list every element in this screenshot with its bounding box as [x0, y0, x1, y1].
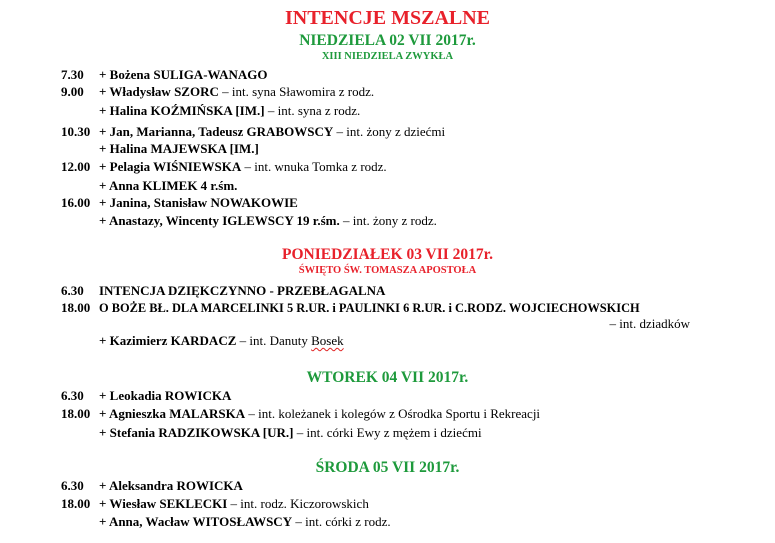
intention-note: – int. córki z rodz.: [292, 514, 391, 529]
mass-row: [99, 213, 437, 229]
mass-row: [99, 178, 237, 194]
mass-row: [99, 425, 482, 441]
mass-row: [61, 84, 374, 100]
day-subheading-monday: ŚWIĘTO ŚW. TOMASZA APOSTOŁA: [298, 265, 477, 276]
intention-name: + Władysław SZORC: [99, 84, 219, 99]
intention-note: – int. rodz. Kiczorowskich: [227, 496, 369, 511]
mass-row: [61, 195, 298, 211]
intention-note: – int. wnuka Tomka z rodz.: [241, 159, 387, 174]
intention-name: INTENCJA DZIĘKCZYNNO - PRZEBŁAGALNA: [99, 283, 386, 298]
mass-row: [61, 67, 267, 83]
mass-time: 7.30: [61, 67, 84, 82]
mass-row: [61, 478, 243, 494]
intention-name: + Wiesław SEKLECKI: [99, 496, 228, 511]
mass-time: 18.00: [61, 406, 91, 421]
intention-name: + Halina MAJEWSKA [IM.]: [99, 141, 259, 156]
mass-row: [61, 283, 385, 299]
intention-note: – int. córki Ewy z mężem i dziećmi: [293, 425, 482, 440]
mass-row: [61, 496, 369, 512]
mass-row: [99, 103, 360, 119]
intention-name: + Halina KOŹMIŃSKA [IM.]: [99, 103, 265, 118]
mass-row: [61, 300, 640, 316]
intention-note: – int. dziadków: [609, 316, 690, 331]
intention-name: + Pelagia WIŚNIEWSKA: [99, 159, 242, 174]
day-heading-monday: PONIEDZIAŁEK 03 VII 2017r.: [281, 246, 493, 263]
intention-name: + Anastazy, Wincenty IGLEWSCY 19 r.śm.: [99, 213, 340, 228]
page-title: INTENCJE MSZALNE: [284, 7, 491, 29]
mass-row: [61, 388, 231, 404]
mass-row: [99, 514, 391, 530]
intention-name: + Aleksandra ROWICKA: [99, 478, 243, 493]
intention-name: + Jan, Marianna, Tadeusz GRABOWSCY: [99, 124, 334, 139]
mass-row: [61, 124, 445, 140]
mass-time: 10.30: [61, 124, 91, 139]
mass-row: [61, 406, 540, 422]
mass-time: 9.00: [61, 84, 84, 99]
intention-name: + Anna, Wacław WITOSŁAWSCY: [99, 514, 293, 529]
intention-name: + Stefania RADZIKOWSKA [UR.]: [99, 425, 294, 440]
intention-note: – int. syna z rodz.: [264, 103, 361, 118]
mass-row: [609, 316, 690, 332]
mass-time: 6.30: [61, 478, 84, 493]
day-heading-tuesday: WTOREK 04 VII 2017r.: [306, 369, 469, 386]
mass-time: 6.30: [61, 283, 84, 298]
intention-note: – int. żony z dziećmi: [333, 124, 446, 139]
intention-note: Bosek: [311, 333, 344, 348]
mass-time: 12.00: [61, 159, 91, 174]
intention-name: + Kazimierz KARDACZ: [99, 333, 237, 348]
intention-name: + Anna KLIMEK 4 r.śm.: [99, 178, 238, 193]
mass-time: 16.00: [61, 195, 91, 210]
mass-row: [99, 141, 259, 157]
intention-note: – int. Danuty: [236, 333, 312, 348]
intention-name: + Agnieszka MALARSKA: [99, 406, 246, 421]
intention-name: + Bożena SULIGA-WANAGO: [99, 67, 268, 82]
mass-row: [99, 333, 344, 349]
day-heading-sunday: NIEDZIELA 02 VII 2017r.: [299, 32, 476, 49]
mass-time: 6.30: [61, 388, 84, 403]
intention-note: – int. żony z rodz.: [339, 213, 437, 228]
mass-row: [61, 159, 387, 175]
intention-note: – int. koleżanek i kolegów z Ośrodka Sportu i Rekreacji: [245, 406, 541, 421]
day-subheading-sunday: XIII NIEDZIELA ZWYKŁA: [321, 51, 454, 62]
intention-name: + Janina, Stanisław NOWAKOWIE: [99, 195, 298, 210]
mass-time: 18.00: [61, 496, 91, 511]
intention-name: O BOŻE BŁ. DLA MARCELINKI 5 R.UR. i PAULINKI 6 R.UR. i C.RODZ. WOJCIECHOWSKICH: [99, 301, 640, 315]
intention-name: + Leokadia ROWICKA: [99, 388, 232, 403]
mass-time: 18.00: [61, 300, 91, 315]
day-heading-wednesday: ŚRODA 05 VII 2017r.: [315, 459, 460, 476]
intention-note: – int. syna Sławomira z rodz.: [218, 84, 375, 99]
